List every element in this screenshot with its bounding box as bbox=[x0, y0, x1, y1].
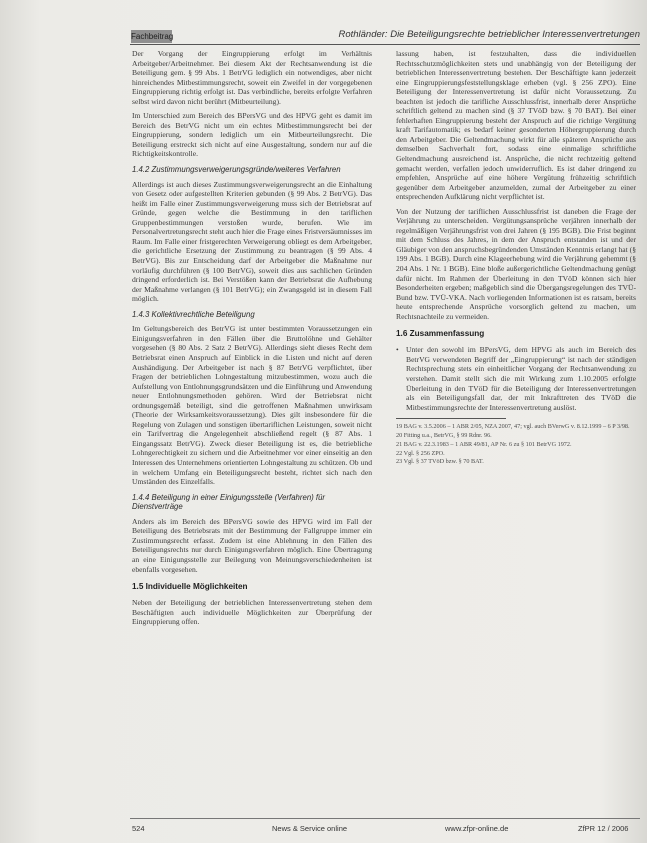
footer-url[interactable]: www.zfpr-online.de bbox=[445, 824, 509, 833]
subsection-heading: 1.4.4 Beteiligung in einer Einigungsstelle (Verfahren) für Dienstverträge bbox=[132, 492, 326, 512]
paragraph: Von der Nutzung der tariflichen Ausschlussfrist ist daneben die Frage der Verjährung zu unterscheiden. Vergütungsansprüche verjähren innerhalb der regelmäßigen Verjährungsfrist von drei Jahren (§ 195 BGB). Die Frist beginnt mit dem Schluss des Jahres, in dem der Anspruch entstanden ist und der Gläubiger von den anspruchsbegründenden Umständen Kenntnis erlangt hat (§ 199 Abs. 1 BGB). Durch eine Klageerhebung wird die Verjährung gehemmt (§ 204 Abs. 1 Nr. 1 BGB). Eine bloße außergerichtliche Geltendmachung genügt dafür nicht. Im Rahmen der Überleitung in den TVöD können sich hier Besonderheiten ergeben; maßgeblich sind die Übergangsregelungen des TVÜ-Bund bzw. TVÜ-VKA. Nach vorliegenden Informationen ist es ratsam, bereits heute entsprechende Ansprüche vorsorglich geltend zu machen, um Rechtsnachteile zu vermeiden. bbox=[396, 206, 636, 321]
paragraph: Neben der Beteiligung der betrieblichen Interessenvertretung stehen dem Beschäftigten auch individuelle Möglichkeiten zur Überprüfung der Eingruppierung offen. bbox=[132, 598, 372, 627]
section-rubric: Fachbeitrag bbox=[131, 32, 174, 41]
paragraph: Im Geltungsbereich des BetrVG ist unter bestimmten Voraussetzungen ein Einigungsverfahren in den Fällen über die Bruttolöhne und Gehälter vorgesehen (§ 80 Abs. 2 Satz 2 BetrVG). Allerdings sieht dieses Recht dem Betriebsrat einen Anspruch auf Einblick in die Listen und nicht auf deren Aushändigung. Der Arbeitgeber ist nach § 87 BetrVG verpflichtet, über Fragen der betrieblichen Lohngestaltung mitzubestimmen, wozu auch die Aufstellung von Entlohnungsgrundsätzen und die Einführung und Anwendung neuer Entlohnungsmethoden gehören. Wird der Betriebsrat nicht ordnungsgemäß beteiligt, sind die getroffenen Maßnahmen unwirksam (Theorie der Wirksamkeitsvoraussetzung). Dies gilt insbesondere für die Regelung von Zulagen und sonstigen übertariflichen Leistungen, soweit nicht ein Tarifvertrag die Angelegenheit abschließend regelt (§ 87 Abs. 1 Eingangssatz BetrVG). Zweck dieser Beteiligung ist es, die betriebliche Lohngerechtigkeit zu sichern und die Arbeitnehmer vor einer einseitig an den Interessen des Unternehmens orientierten Lohngestaltung zu schützen. Ob und in welchem Umfang ein Beteiligungsrecht besteht, richtet sich nach den Umständen des Einzelfalls. bbox=[132, 324, 372, 487]
footnote: 20 Fitting u.a., BetrVG, § 99 Rdnr. 96. bbox=[396, 431, 492, 439]
subsection-heading: 1.4.2 Zustimmungsverweigerungsgründe/weiteres Verfahren bbox=[132, 165, 341, 175]
bullet-item: • Unter den sowohl im BPersVG, dem HPVG als auch im Bereich des BetrVG verwendeten Begriff der „Eingruppierung“ ist nach der ständigen Rechtsprechung stets ein einheitlicher Vorgang der Rechtsanwendung zu verstehen. Damit stellt sich die mit Wirkung zum 1.10.2005 erfolgte Überleitung in den TVöD für die Beteiligung der Interessenvertretungen als ein Beteiligungsfall dar, der mit Inkrafttreten des TVöD die Mitbestimmungsrechte der Interessenvertretung auslöst. bbox=[396, 345, 636, 412]
footnote: 23 Vgl. § 37 TVöD bzw. § 70 BAT. bbox=[396, 458, 484, 466]
subsection-heading: 1.4.3 Kollektivrechtliche Beteiligung bbox=[132, 309, 255, 319]
left-column bbox=[132, 49, 372, 789]
footer-rule bbox=[130, 818, 640, 819]
paragraph: lassung haben, ist festzuhalten, dass die individuellen Rechtsschutzmöglichkeiten stets und unabhängig von der Beteiligung der betrieblichen Interessenvertretung bestehen. Der Beschäftigte kann jederzeit eine Eingruppierungsfeststellungsklage erheben (vgl. § 256 ZPO). Eine Beteiligung der Interessenvertretung ist dafür nicht Voraussetzung. Zu beachten ist jedoch die tarifliche Ausschlussfrist, innerhalb derer Ansprüche schriftlich geltend zu machen sind (§ 37 TVöD bzw. § 70 BAT). Bei einer fehlerhaften Eingruppierung besteht der Anspruch auf die richtige Vergütung kraft Tarifautomatik; es bedarf keiner gesonderten Höhergruppierung durch den Arbeitgeber. Die Geltendmachung wirkt für alle späteren Ansprüche aus demselben Sachverhalt fort, sodass eine einmalige schriftliche Geltendmachung ausreichend ist. Ansprüche, die nicht rechtzeitig geltend gemacht werden, verfallen jedoch unwiderruflich. Es ist daher dringend zu empfehlen, Ansprüche auf eine höhere Vergütung frühzeitig schriftlich gegenüber dem Arbeitgeber anzumelden, zumal der Arbeitgeber zu einer entsprechenden Aufklärung nicht verpflichtet ist. bbox=[396, 49, 636, 202]
footnote-rule bbox=[396, 418, 506, 419]
footnote: 22 Vgl. § 256 ZPO. bbox=[396, 449, 445, 457]
paragraph: Anders als im Bereich des BPersVG sowie des HPVG wird im Fall der Beteiligung des Betriebsrats mit der Bestimmung der Fallgruppe immer ein Zustimmungsrecht erfasst. Zudem ist eine Ablehnung in den Fällen des Beteiligungsrechts nur durch Einigungsverfahren möglich. Eine Übertragung an eine Einigungsstelle zur Beilegung von Meinungsverschiedenheiten ist ebenfalls vorgesehen. bbox=[132, 516, 372, 574]
paragraph: Der Vorgang der Eingruppierung erfolgt im Verhältnis Arbeitgeber/Arbeitnehmer. Bei diesem Akt der Rechtsanwendung ist die Beteiligung gem. § 99 Abs. 1 BetrVG lediglich ein notwendiges, aber nicht hinreichendes Mitbestimmungsrecht, soweit ein Zweifel in der vorgegebenen Eingruppierung richtig erfolgt ist. Das verbindliche, bereits erfolgte Verfahren selbst wird davon nicht berührt (Mitbeurteilung). bbox=[132, 49, 372, 106]
footer-brand: News & Service online bbox=[272, 824, 348, 833]
footnote: 21 BAG v. 22.3.1983 – 1 ABR 49/81, AP Nr. 6 zu § 101 BetrVG 1972. bbox=[396, 440, 572, 448]
page-number: 524 bbox=[132, 824, 145, 833]
journal-issue: ZfPR 12 / 2006 bbox=[578, 824, 629, 833]
paragraph: Allerdings ist auch dieses Zustimmungsverweigerungsrecht an die Einhaltung von Gesetz oder aufgestellten Kriterien gebunden (§ 99 Abs. 2 BetrVG). Das heißt im Falle einer Zustimmungsverweigerung muss sich der Betriebsrat auf Gründe, gegen welche die Bestimmung in den tariflichen Gruppenbestimmungen verstoßen wurde, berufen. Wie im Personalvertretungsrecht steht auch hier die Frage eines Fristversäumnisses im Raum. Im Falle einer fristgerechten Verweigerung obliegt es dem Arbeitgeber, die gerichtliche Ersetzung der Zustimmung zu beantragen (§ 99 Abs. 4 BetrVG). Bis zur Entscheidung darf der Arbeitgeber die Maßnahme nur vorläufig durchführen (§ 100 BetrVG), soweit dies aus sachlichen Gründen dringend erforderlich ist. Bei Verstößen kann der Betriebsrat die Aufhebung der Maßnahme verlangen (§ 101 BetrVG); ein Zwangsgeld ist in diesem Fall möglich. bbox=[132, 179, 372, 304]
running-head: Rothländer: Die Beteiligungsrechte betrieblicher Interessenvertretungen bbox=[338, 29, 640, 40]
section-heading: 1.5 Individuelle Möglichkeiten bbox=[132, 582, 248, 592]
right-column bbox=[396, 49, 636, 789]
header-rule bbox=[130, 44, 640, 45]
paragraph: Im Unterschied zum Bereich des BPersVG und des HPVG geht es damit im Bereich des BetrVG nicht um ein echtes Mitbestimmungsrecht bei der Eingruppierung, sondern lediglich um ein Mitbeurteilungsrecht. Die Beteiligung erstreckt sich nicht auf eine Ausgestaltung, sondern nur auf die Richtigkeitskontrolle. bbox=[132, 111, 372, 159]
section-heading: 1.6 Zusammenfassung bbox=[396, 329, 485, 339]
footnote: 19 BAG v. 3.5.2006 – 1 ABR 2/05, NZA 2007, 47; vgl. auch BVerwG v. 8.12.1999 – 6 P 3/98. bbox=[396, 423, 630, 431]
